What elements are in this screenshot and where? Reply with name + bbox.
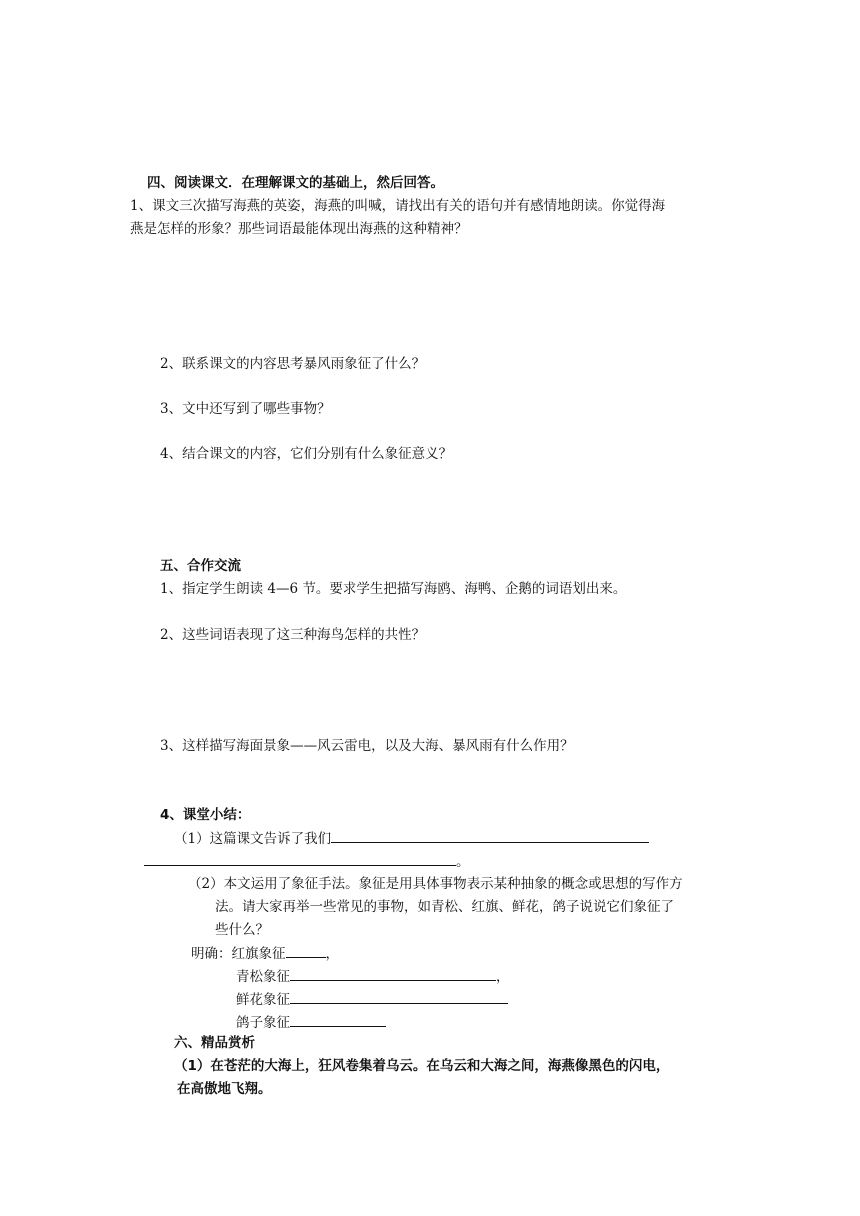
- question-3: 3、文中还写到了哪些事物？: [160, 401, 331, 417]
- answer-blank[interactable]: [290, 989, 508, 1004]
- clarify-pine: [236, 966, 510, 987]
- clarify-label: 明确：: [191, 946, 232, 962]
- clarify-flower: [236, 989, 508, 1010]
- answer-blank[interactable]: [290, 1012, 386, 1027]
- summary-item-1: [174, 828, 649, 849]
- exchange-question-1: 1、指定学生朗读 4—6 节。要求学生把描写海鸥、海鸭、企鹅的词语划出来。: [160, 581, 627, 597]
- flower-label: 鲜花象征: [236, 992, 290, 1008]
- clarify-dove: [236, 1012, 386, 1033]
- summary-item-2-line-3: 些什么？: [215, 922, 269, 938]
- exchange-question-3: 3、这样描写海面景象——风云雷电，以及大海、暴风雨有什么作用？: [160, 738, 574, 754]
- question-2: 2、联系课文的内容思考暴风雨象征了什么？: [160, 356, 426, 372]
- summary-item-1-text: （1）这篇课文告诉了我们: [174, 831, 332, 847]
- pine-label: 青松象征: [236, 969, 290, 985]
- answer-blank[interactable]: [286, 943, 326, 958]
- answer-blank[interactable]: [290, 966, 496, 981]
- summary-item-2-line-1: （2）本文运用了象征手法。象征是用具体事物表示某种抽象的概念或思想的写作方: [188, 876, 683, 892]
- section-4-heading: 四、阅读课文．在理解课文的基础上，然后回答。: [147, 175, 444, 191]
- summary-item-2-line-2: 法。请大家再举一些常见的事物，如青松、红旗、鲜花，鸽子说说它们象征了: [215, 899, 674, 915]
- exchange-question-2: 2、这些词语表现了这三种海鸟怎样的共性？: [160, 627, 426, 643]
- red-flag-end: ，: [325, 946, 339, 962]
- question-1-line-1: 1、课文三次描写海燕的英姿，海燕的叫喊，请找出有关的语句并有感情地朗读。你觉得海: [130, 198, 666, 214]
- dove-label: 鸽子象征: [236, 1015, 290, 1031]
- question-4: 4、结合课文的内容，它们分别有什么象征意义？: [160, 446, 453, 462]
- section-5-heading: 五、合作交流: [160, 558, 241, 574]
- summary-item-1-end: 。: [456, 854, 470, 870]
- answer-blank[interactable]: [331, 828, 649, 843]
- question-1-line-2: 燕是怎样的形象？那些词语最能体现出海燕的这种精神？: [130, 221, 468, 237]
- appreciation-line-2: 在高傲地飞翔。: [177, 1081, 272, 1097]
- clarify-red-flag: [191, 943, 339, 964]
- summary-item-1-continued: [144, 851, 470, 872]
- pine-end: ，: [496, 969, 510, 985]
- summary-heading: 4、课堂小结：: [160, 807, 251, 823]
- red-flag-label: 红旗象征: [231, 946, 286, 962]
- answer-blank[interactable]: [144, 851, 456, 866]
- section-6-heading: 六、精品赏析: [174, 1035, 255, 1051]
- appreciation-line-1: （1）在苍茫的大海上，狂风卷集着乌云。在乌云和大海之间，海燕像黑色的闪电，: [174, 1058, 670, 1074]
